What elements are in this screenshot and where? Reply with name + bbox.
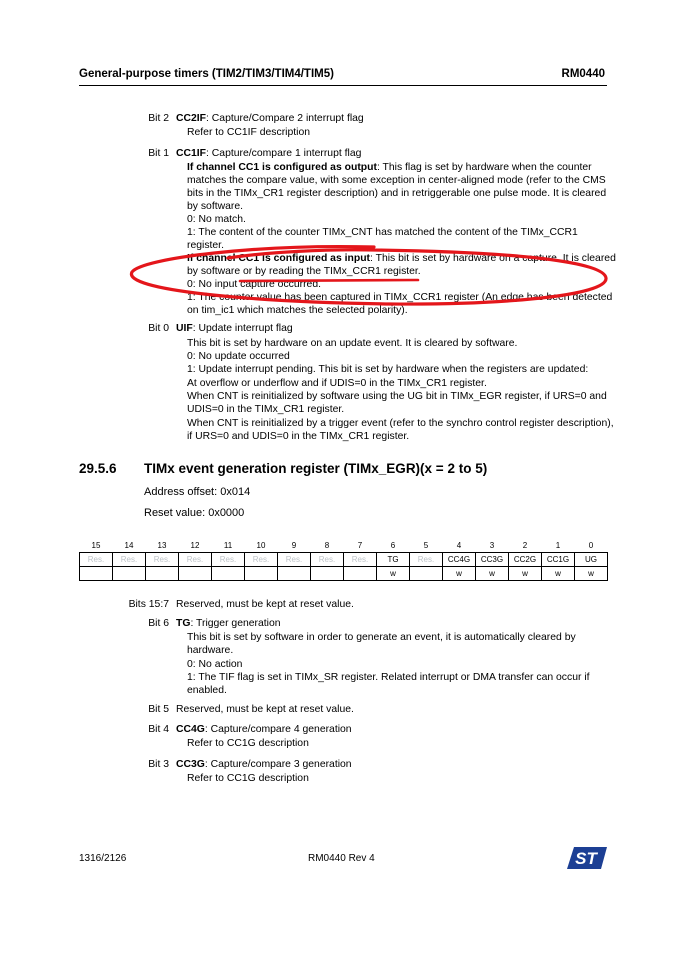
field-tg: TG — [377, 553, 410, 567]
access-cell — [278, 567, 311, 581]
bit-label: Bit 0 — [148, 323, 169, 334]
access-cell: w — [476, 567, 509, 581]
bit-number: 7 — [357, 540, 363, 550]
bit-text: 1: The content of the counter TIMx_CNT has matched the content of the TIMx_CCR1 — [187, 227, 578, 238]
bit-number: 14 — [124, 540, 134, 550]
header-title: General-purpose timers (TIM2/TIM3/TIM4/TIM5) — [79, 68, 334, 80]
field-reserved: Res. — [344, 553, 377, 567]
access-cell — [179, 567, 212, 581]
st-logo-icon — [567, 847, 607, 869]
bit-text: Reserved, must be kept at reset value. — [176, 599, 354, 610]
reset-value: Reset value: 0x0000 — [144, 507, 245, 519]
bit-cc2if-title: CC2IF: Capture/Compare 2 interrupt flag — [176, 113, 364, 124]
access-cell: w — [575, 567, 608, 581]
access-cell: w — [443, 567, 476, 581]
address-offset: Address offset: 0x014 — [144, 486, 251, 498]
field-reserved: Res. — [212, 553, 245, 567]
bit-number: 9 — [291, 540, 297, 550]
bit-text: When CNT is reinitialized by software using the UG bit in TIMx_EGR register, if URS=0 and — [187, 391, 607, 402]
bit-number: 11 — [223, 540, 233, 550]
bit-text: register. — [187, 240, 224, 251]
bit-text: hardware. — [187, 645, 234, 656]
bit-number: 5 — [423, 540, 429, 550]
bit-uif-title: UIF: Update interrupt flag — [176, 323, 293, 334]
bit-text: enabled. — [187, 685, 227, 696]
bit-text: At overflow or underflow and if UDIS=0 in the TIMx_CR1 register. — [187, 378, 487, 389]
svg-text:ST: ST — [575, 849, 597, 868]
bit-label: Bit 4 — [148, 724, 169, 735]
field-reserved: Res. — [245, 553, 278, 567]
bit-text: 1: The counter value has been captured in TIMx_CCR1 register (An edge has been detected — [187, 292, 613, 303]
field-reserved: Res. — [179, 553, 212, 567]
bit-text: When CNT is reinitialized by a trigger event (refer to the synchro control register description), — [187, 418, 614, 429]
bit-cc1if-title: CC1IF: Capture/compare 1 interrupt flag — [176, 148, 362, 159]
bit-text: 0: No action — [187, 659, 243, 670]
bit-label: Bit 1 — [148, 148, 169, 159]
bit-text: Refer to CC1IF description — [187, 127, 311, 138]
register-map-table — [79, 538, 608, 581]
bit-cc4g-title: CC4G: Capture/compare 4 generation — [176, 724, 352, 735]
bit-number: 1 — [555, 540, 561, 550]
bit-number: 8 — [324, 540, 330, 550]
access-cell — [245, 567, 278, 581]
field-cc4g: CC4G — [443, 553, 476, 567]
field-reserved: Res. — [146, 553, 179, 567]
bit-text: UDIS=0 in the TIMx_CR1 register. — [187, 404, 345, 415]
bit-number: 6 — [390, 540, 396, 550]
bit-text: This bit is set by hardware on an update event. It is cleared by software. — [187, 338, 518, 349]
access-cell — [212, 567, 245, 581]
field-cc2g: CC2G — [509, 553, 542, 567]
bit-label: Bit 6 — [148, 618, 169, 629]
access-cell — [146, 567, 179, 581]
bit-label: Bit 3 — [148, 759, 169, 770]
bit-tg-title: TG: Trigger generation — [176, 618, 281, 629]
bit-text: by software or by reading the TIMx_CCR1 register. — [187, 266, 421, 277]
field-cc3g: CC3G — [476, 553, 509, 567]
bit-text: by software. — [187, 201, 244, 212]
bit-number: 0 — [588, 540, 594, 550]
bit-text: If channel CC1 is configured as input: This bit is set by hardware on a capture. It is cleared — [187, 253, 616, 264]
field-reserved: Res. — [80, 553, 113, 567]
access-row — [80, 567, 608, 581]
field-cc1g: CC1G — [542, 553, 575, 567]
field-reserved: Res. — [113, 553, 146, 567]
field-reserved: Res. — [410, 553, 443, 567]
bit-text: If channel CC1 is configured as output: This flag is set by hardware when the counter — [187, 162, 592, 173]
header-rule — [79, 85, 607, 86]
bit-text: Reserved, must be kept at reset value. — [176, 704, 354, 715]
field-reserved: Res. — [278, 553, 311, 567]
annotation-ellipse — [128, 244, 612, 330]
access-cell: w — [542, 567, 575, 581]
bit-text: This bit is set by software in order to generate an event, it is automatically cleared by — [187, 632, 576, 643]
bit-text: Refer to CC1G description — [187, 738, 309, 749]
access-cell — [344, 567, 377, 581]
bit-text: 0: No input capture occurred. — [187, 279, 321, 290]
section-title: TIMx event generation register (TIMx_EGR)(x = 2 to 5) — [144, 461, 488, 476]
access-cell — [410, 567, 443, 581]
access-cell — [113, 567, 146, 581]
doc-revision: RM0440 Rev 4 — [308, 853, 375, 864]
access-cell: w — [509, 567, 542, 581]
field-ug: UG — [575, 553, 608, 567]
bit-text: 1: The TIF flag is set in TIMx_SR register. Related interrupt or DMA transfer can occur if — [187, 672, 590, 683]
access-cell — [80, 567, 113, 581]
access-cell: w — [377, 567, 410, 581]
field-name-row — [80, 553, 608, 567]
bit-label: Bit 5 — [148, 704, 169, 715]
bit-number: 15 — [91, 540, 101, 550]
header-doc-id: RM0440 — [561, 68, 605, 80]
bit-text: 0: No match. — [187, 214, 246, 225]
bit-number: 12 — [190, 540, 200, 550]
bit-cc3g-title: CC3G: Capture/compare 3 generation — [176, 759, 352, 770]
field-reserved: Res. — [311, 553, 344, 567]
page-number: 1316/2126 — [79, 853, 127, 864]
bit-text: bits in the TIMx_CR1 register description) and in retriggerable one pulse mode. It is cleared — [187, 188, 607, 199]
bit-number: 13 — [157, 540, 167, 550]
bit-text: if URS=0 and UDIS=0 in the TIMx_CR1 register. — [187, 431, 410, 442]
bit-number: 3 — [489, 540, 495, 550]
access-cell — [311, 567, 344, 581]
bit-number-row — [80, 538, 608, 553]
bit-label: Bit 2 — [148, 113, 169, 124]
bit-text: Refer to CC1G description — [187, 773, 309, 784]
bit-label: Bits 15:7 — [128, 599, 169, 610]
section-number: 29.5.6 — [79, 461, 117, 476]
bit-text: on tim_ic1 which matches the selected polarity). — [187, 305, 408, 316]
bit-number: 10 — [256, 540, 266, 550]
bit-number: 2 — [522, 540, 528, 550]
bit-text: matches the compare value, with some exception in center-aligned mode (refer to the CMS — [187, 175, 606, 186]
bit-text: 0: No update occurred — [187, 351, 290, 362]
bit-number: 4 — [456, 540, 462, 550]
bit-text: 1: Update interrupt pending. This bit is set by hardware when the registers are updated: — [187, 364, 589, 375]
